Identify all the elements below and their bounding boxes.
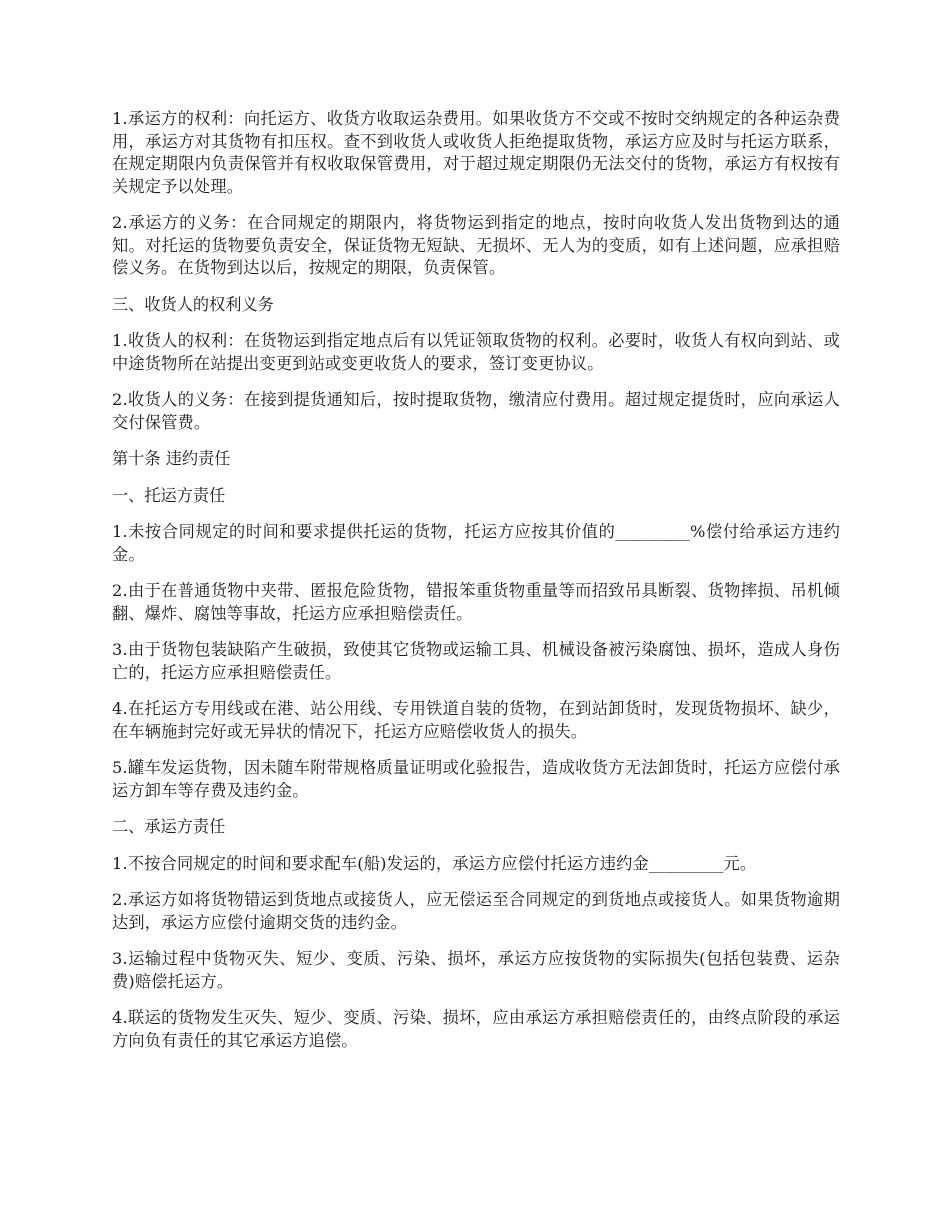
article-heading-liability: 第十条 违约责任 [112,449,231,468]
shipper-liability-item-4: 4.在托运方专用线或在港、站公用线、专用铁道自装的货物，在到站卸货时，发现货物损坏、缺少，在车辆施封完好或无异状的情况下，托运方应赔偿收货人的损失。 [112,699,840,741]
carrier-rights-paragraph: 1.承运方的权利：向托运方、收货方收取运杂费用。如果收货方不交或不按时交纳规定的各种运杂费用，承运方对其货物有扣压权。查不到收货人或收货人拒绝提取货物，承运方应及时与托运方联系，在规定期限内负责保管并有权收取保管费用，对于超过规定期限仍无法交付的货物，承运方有权按有关规定予以处理。 [112,109,840,196]
shipper-liability-item-1: 1.未按合同规定的时间和要求提供托运的货物，托运方应按其价值的_________%偿付给承运方违约金。 [112,522,840,564]
carrier-obligations-paragraph: 2.承运方的义务：在合同规定的期限内，将货物运到指定的地点，按时向收货人发出货物到达的通知。对托运的货物要负责安全，保证货物无短缺、无损坏、无人为的变质，如有上述问题，应承担赔偿义务。在货物到达以后，按规定的期限，负责保管。 [112,213,840,277]
shipper-liability-item-3: 3.由于货物包装缺陷产生破损，致使其它货物或运输工具、机械设备被污染腐蚀、损坏，造成人身伤亡的，托运方应承担赔偿责任。 [112,640,840,682]
consignee-rights-paragraph: 1.收货人的权利：在货物运到指定地点后有以凭证领取货物的权利。必要时，收货人有权向到站、或中途货物所在站提出变更到站或变更收货人的要求，签订变更协议。 [112,331,840,373]
carrier-liability-item-3: 3.运输过程中货物灭失、短少、变质、污染、损坏，承运方应按货物的实际损失(包括包装费、运杂费)赔偿托运方。 [112,949,840,991]
carrier-liability-item-1: 1.不按合同规定的时间和要求配车(船)发运的，承运方应偿付托运方违约金_________元。 [112,853,757,873]
shipper-liability-item-2: 2.由于在普通货物中夹带、匿报危险货物，错报笨重货物重量等而招致吊具断裂、货物摔损、吊机倾翻、爆炸、腐蚀等事故，托运方应承担赔偿责任。 [112,581,840,623]
section-heading-consignee: 三、收货人的权利义务 [112,294,274,314]
section-heading-carrier-liability: 二、承运方责任 [112,817,226,836]
carrier-liability-item-4: 4.联运的货物发生灭失、短少、变质、污染、损坏，应由承运方承担赔偿责任的，由终点阶段的承运方向负有责任的其它承运方追偿。 [112,1008,840,1050]
section-heading-shipper-liability: 一、托运方责任 [112,485,226,505]
document-page [112,108,840,1066]
shipper-liability-item-5: 5.罐车发运货物，因未随车附带规格质量证明或化验报告，造成收货方无法卸货时，托运方应偿付承运方卸车等存费及违约金。 [112,758,840,800]
carrier-liability-item-2: 2.承运方如将货物错运到货地点或接货人，应无偿运至合同规定的到货地点或接货人。如果货物逾期达到，承运方应偿付逾期交货的违约金。 [112,890,840,932]
consignee-obligations-paragraph: 2.收货人的义务：在接到提货通知后，按时提取货物，缴清应付费用。超过规定提货时，应向承运人交付保管费。 [112,390,840,432]
